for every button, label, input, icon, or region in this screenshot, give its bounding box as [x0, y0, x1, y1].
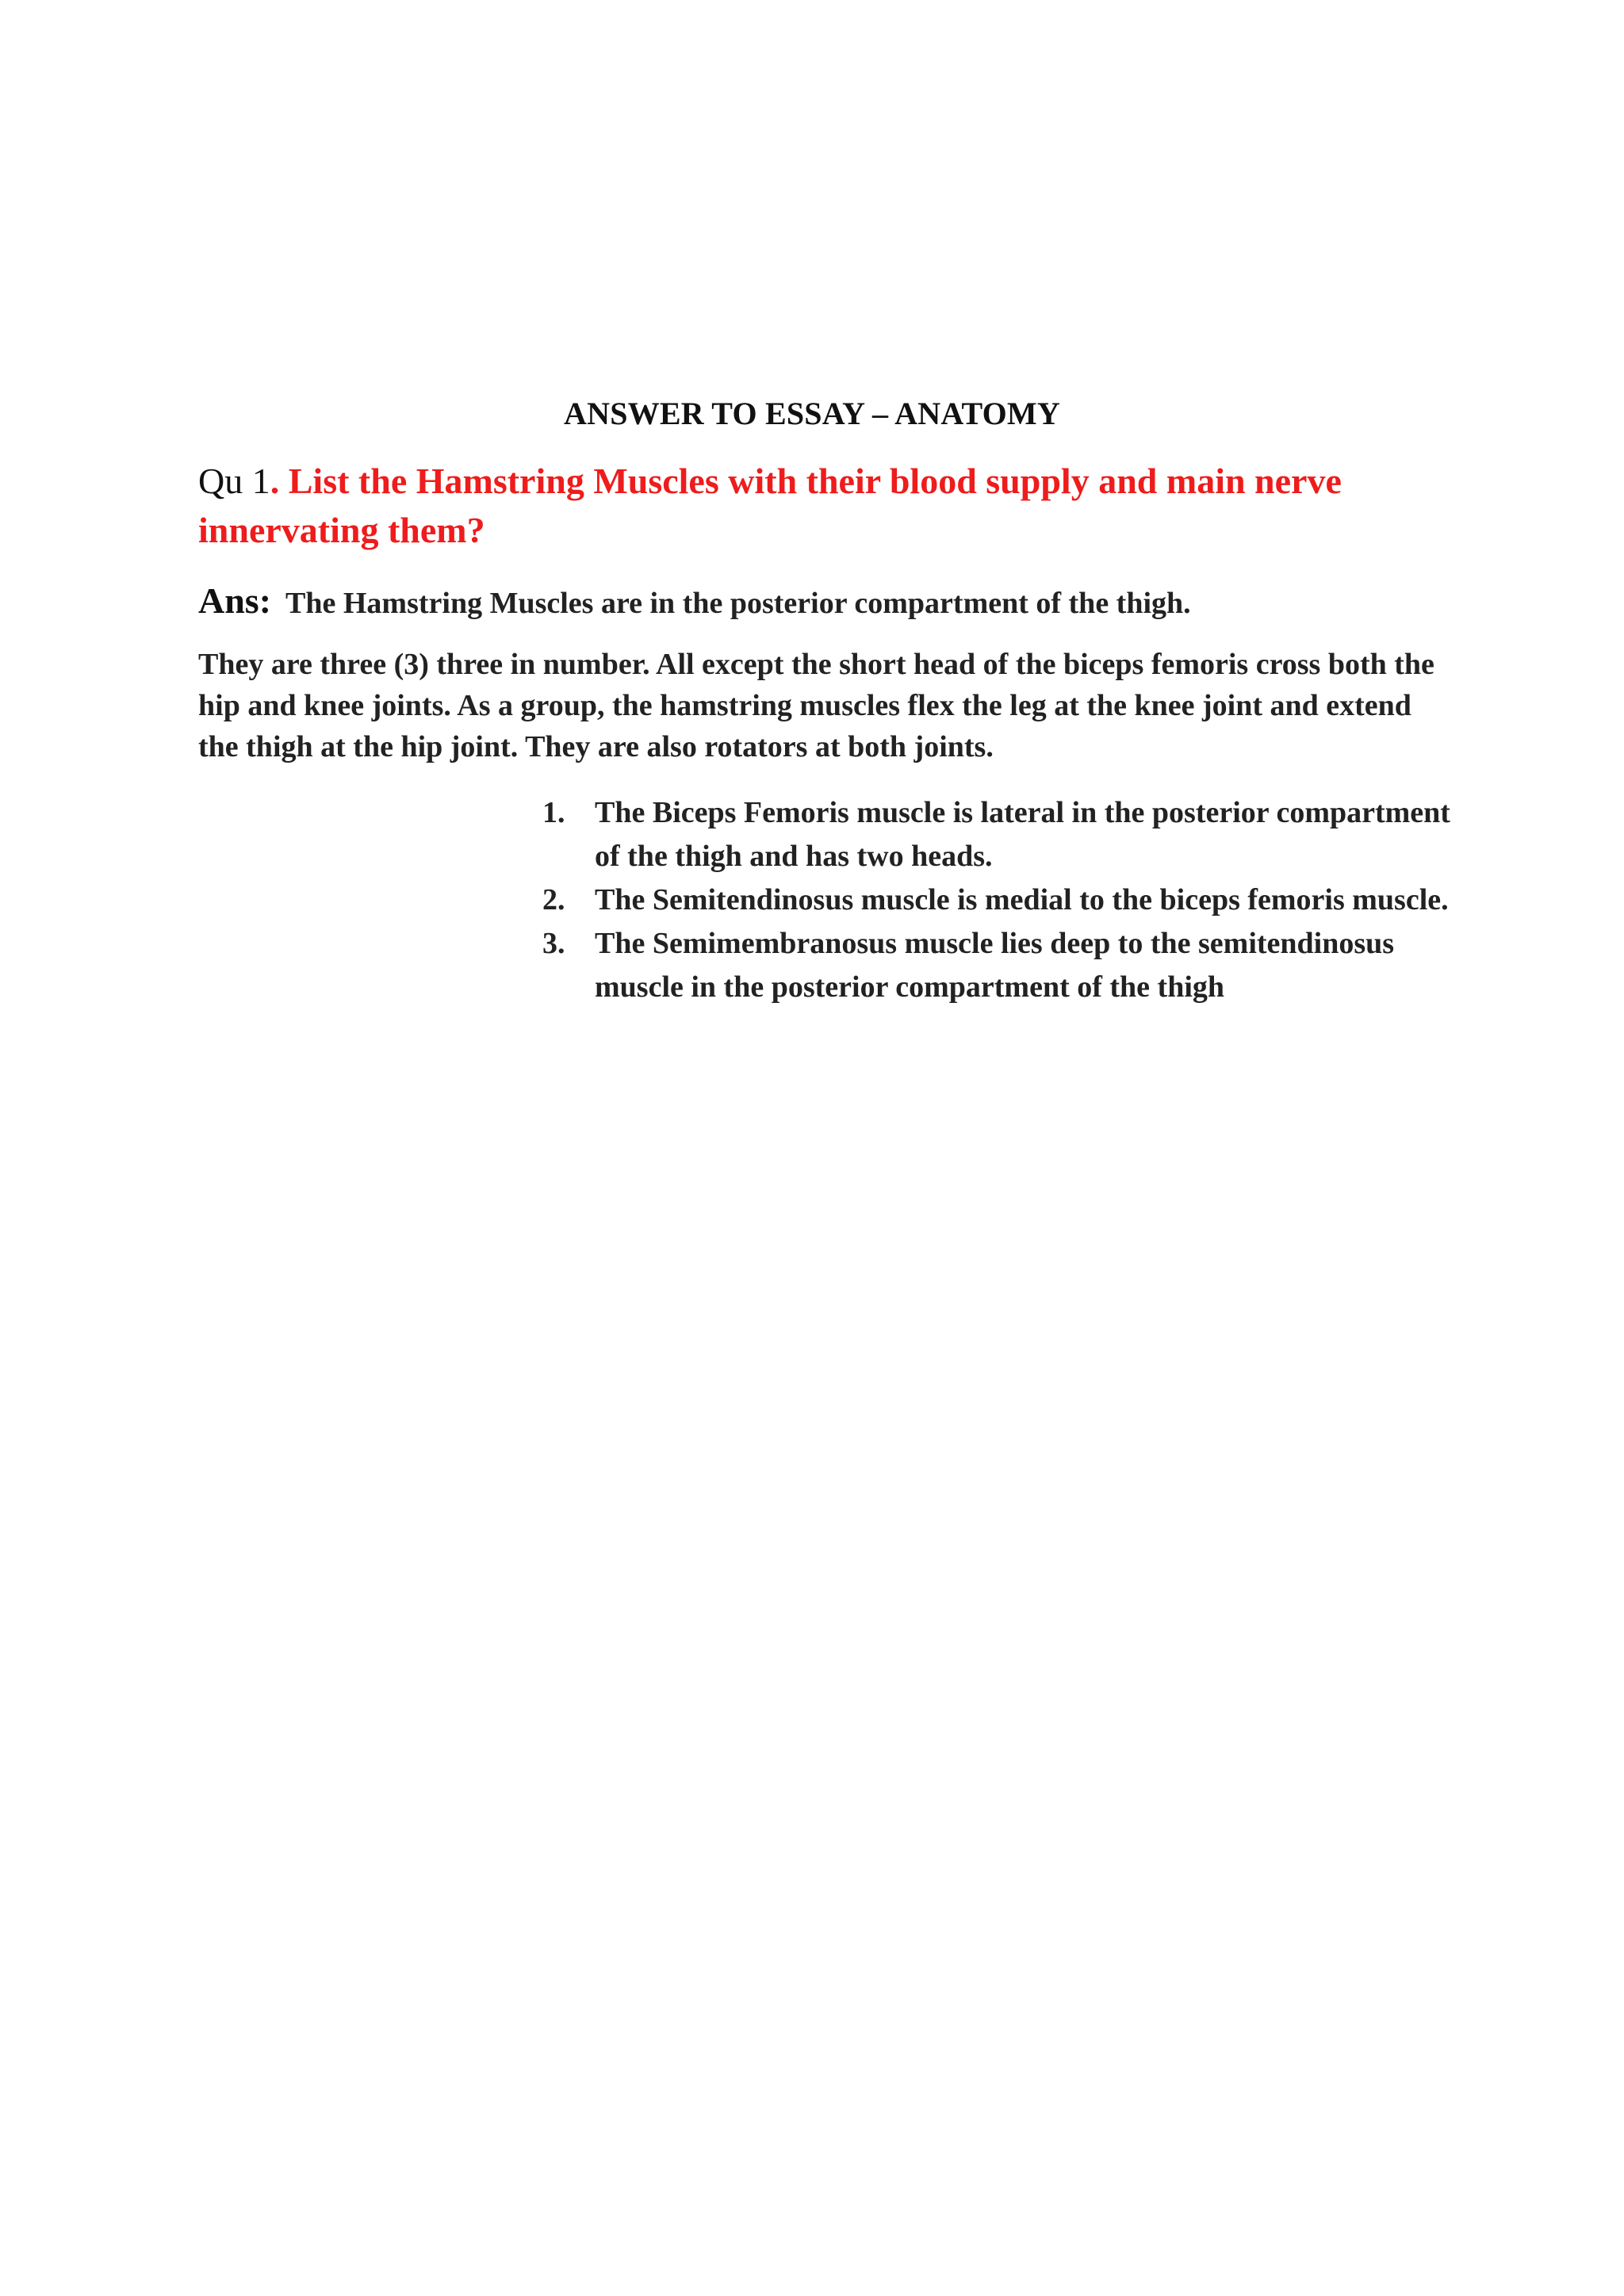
list-item	[539, 922, 1451, 1009]
list-item-number: 3.	[542, 927, 565, 960]
answer-label: Ans:	[198, 580, 272, 621]
list-item	[539, 878, 1451, 922]
question-prefix: Qu 1	[198, 461, 270, 501]
muscle-list	[539, 791, 1451, 1009]
list-item-text: The Biceps Femoris muscle is lateral in the posterior compartment of the thigh and has two heads.	[595, 796, 1450, 873]
question	[198, 457, 1435, 555]
answer-intro	[198, 577, 1467, 633]
answer-intro-text: The Hamstring Muscles are in the posterior compartment of the thigh.	[285, 587, 1191, 620]
question-text: . List the Hamstring Muscles with their blood supply and main nerve innervating them?	[198, 461, 1342, 550]
answer-paragraph: They are three (3) three in number. All except the short head of the biceps femoris cross both the hip and knee joints. As a group, the hamstring muscles flex the leg at the knee joint and extend the thigh at the hip joint. They are also rotators at both joints.	[198, 648, 1434, 763]
list-item	[539, 791, 1451, 878]
list-item-text: The Semimembranosus muscle lies deep to the semitendinosus muscle in the posterior compartment of the thigh	[595, 927, 1395, 1004]
list-item-text: The Semitendinosus muscle is medial to the biceps femoris muscle.	[595, 883, 1449, 916]
list-item-number: 1.	[542, 796, 565, 829]
list-item-number: 2.	[542, 883, 565, 916]
document-title: ANSWER TO ESSAY – ANATOMY	[564, 396, 1060, 431]
